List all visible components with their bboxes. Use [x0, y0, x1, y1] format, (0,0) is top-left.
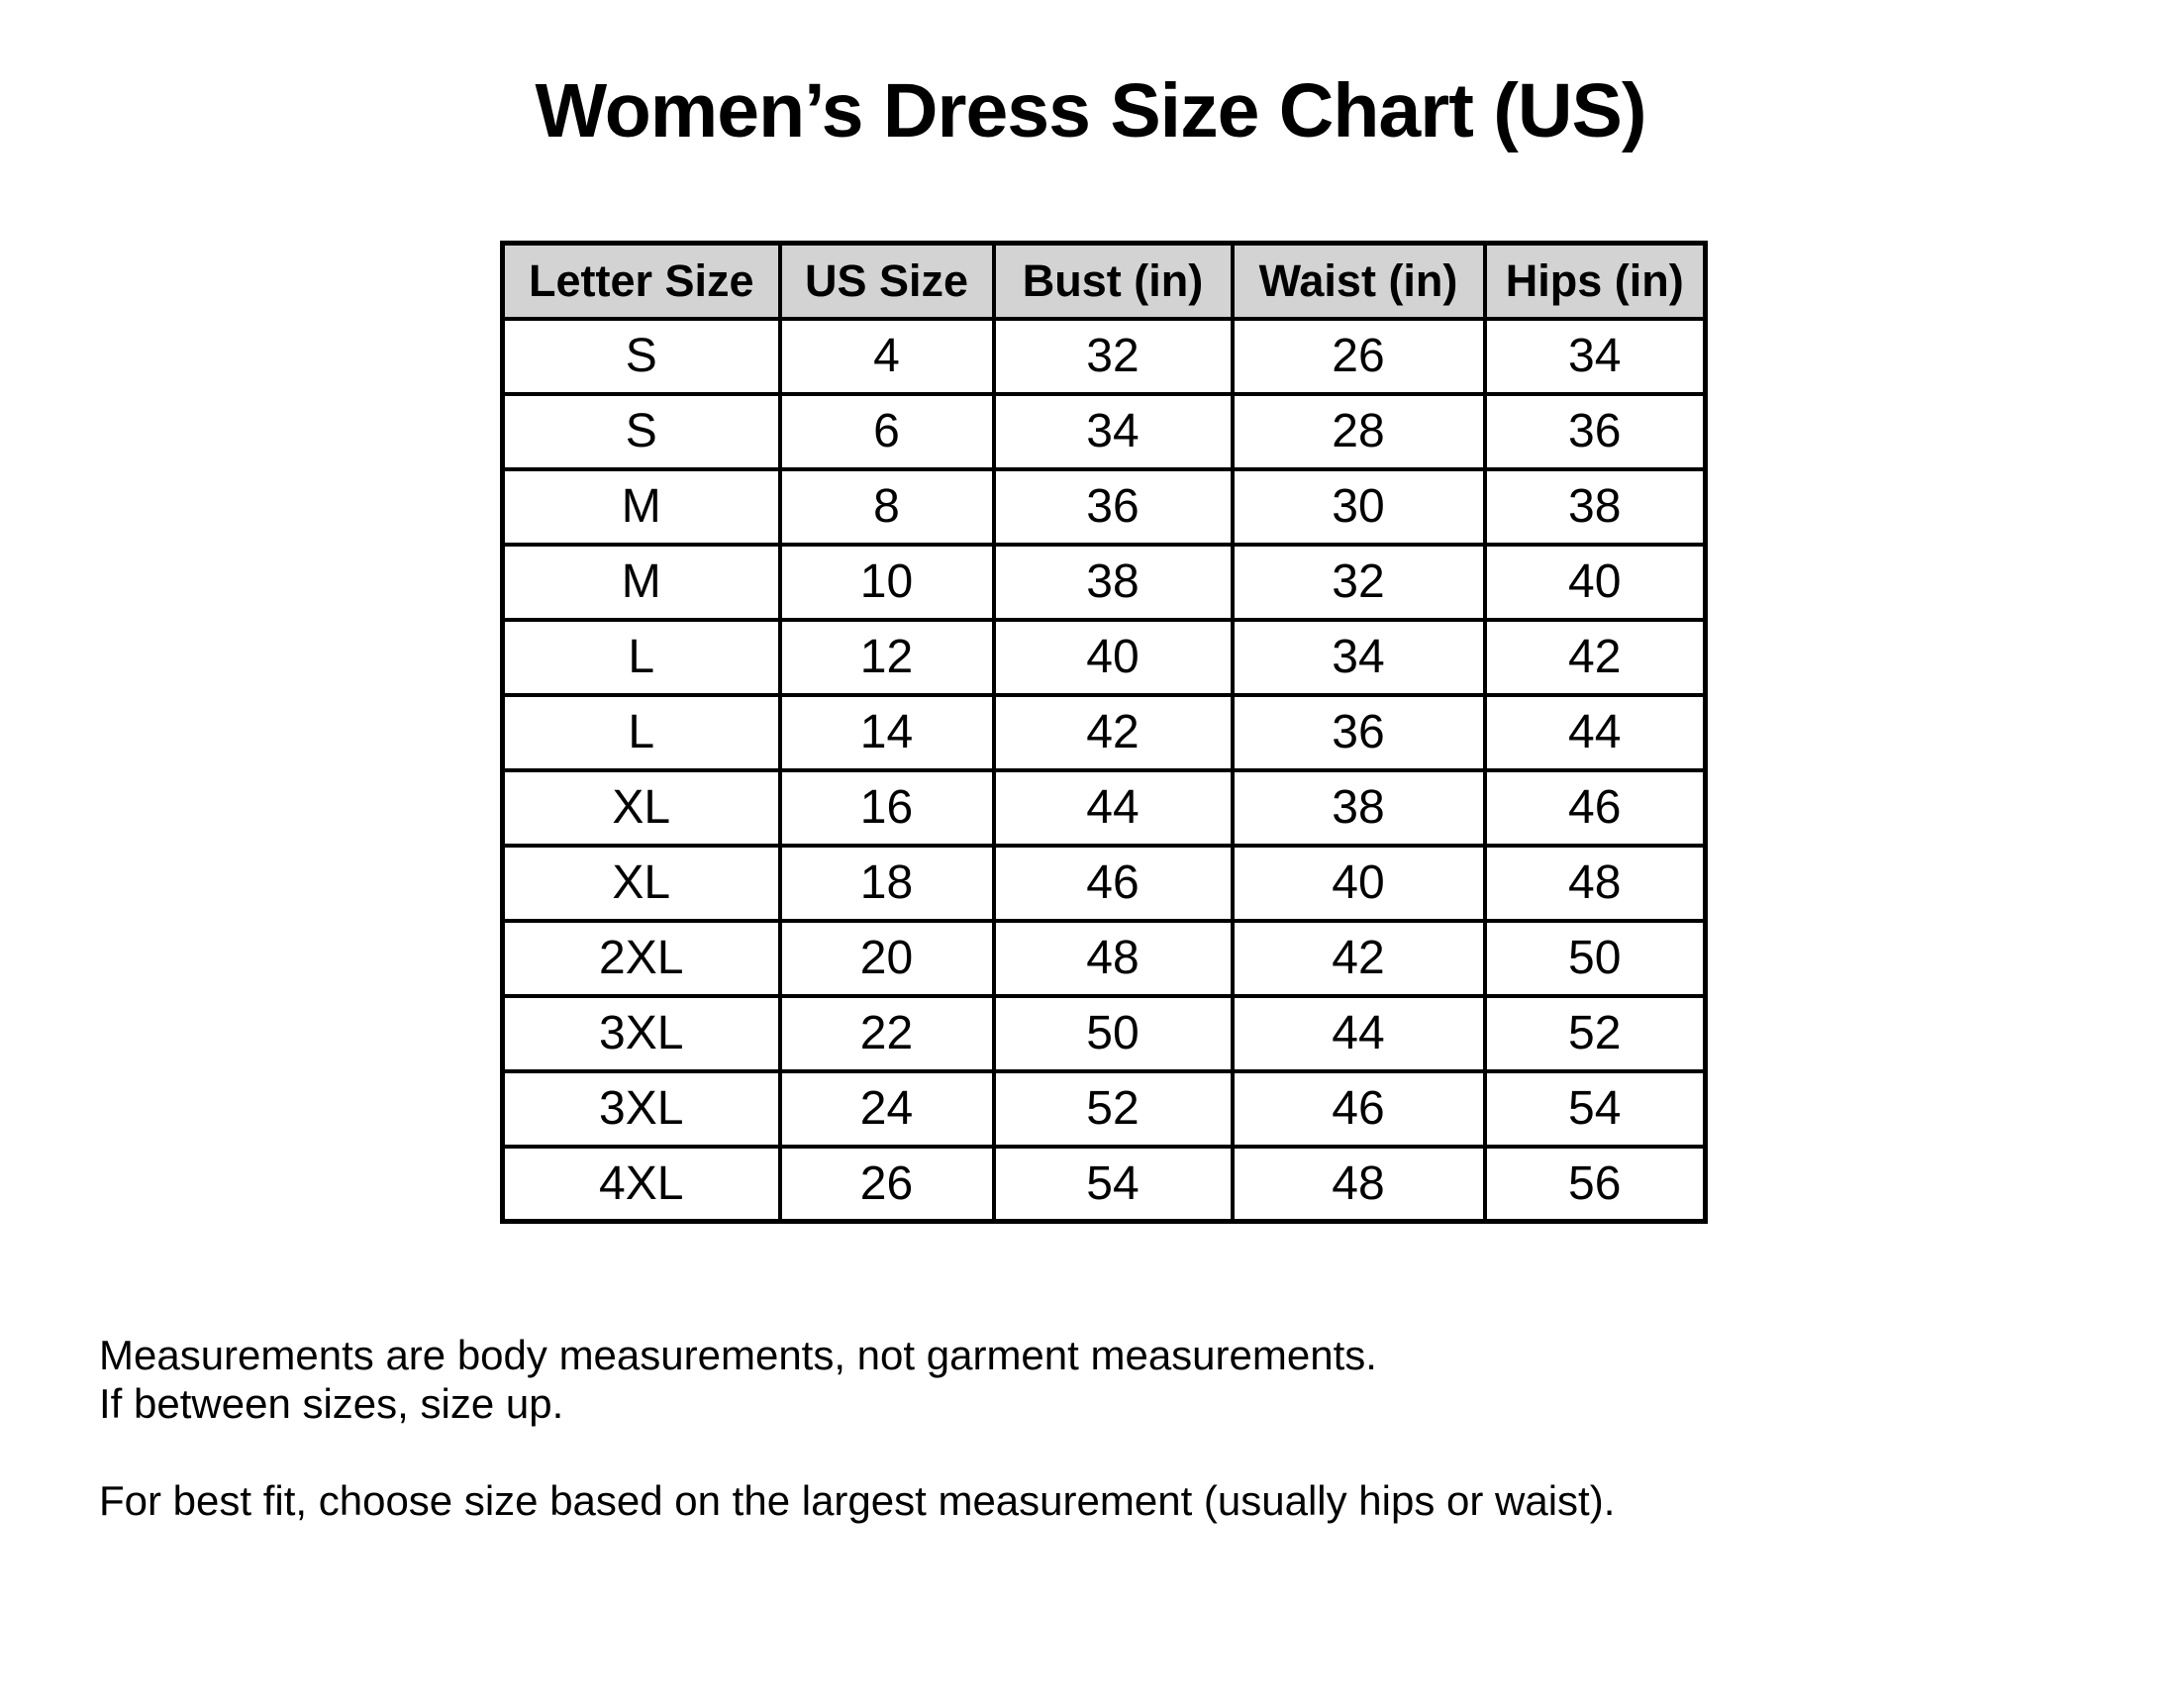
cell-hips: 48 [1485, 846, 1706, 921]
cell-us-size: 22 [780, 996, 994, 1071]
cell-letter-size: 4XL [503, 1147, 780, 1222]
cell-bust: 44 [994, 770, 1233, 846]
cell-bust: 32 [994, 319, 1233, 394]
cell-waist: 28 [1233, 394, 1485, 469]
cell-waist: 40 [1233, 846, 1485, 921]
cell-letter-size: 2XL [503, 921, 780, 996]
cell-hips: 54 [1485, 1071, 1706, 1147]
table-row [503, 469, 1706, 545]
cell-us-size: 18 [780, 846, 994, 921]
cell-waist: 36 [1233, 695, 1485, 770]
cell-waist: 34 [1233, 620, 1485, 695]
cell-bust: 38 [994, 545, 1233, 620]
table-row [503, 620, 1706, 695]
cell-us-size: 6 [780, 394, 994, 469]
cell-bust: 36 [994, 469, 1233, 545]
cell-letter-size: XL [503, 846, 780, 921]
cell-waist: 30 [1233, 469, 1485, 545]
cell-letter-size: S [503, 319, 780, 394]
cell-letter-size: 3XL [503, 1071, 780, 1147]
cell-waist: 38 [1233, 770, 1485, 846]
footer-notes [99, 1331, 2079, 1525]
cell-hips: 36 [1485, 394, 1706, 469]
table-row [503, 846, 1706, 921]
size-chart-table [500, 241, 1708, 1224]
table-row [503, 545, 1706, 620]
cell-letter-size: M [503, 469, 780, 545]
cell-waist: 48 [1233, 1147, 1485, 1222]
header-row [503, 244, 1706, 319]
table-row [503, 770, 1706, 846]
table-row [503, 1147, 1706, 1222]
cell-bust: 46 [994, 846, 1233, 921]
cell-us-size: 10 [780, 545, 994, 620]
table-row [503, 319, 1706, 394]
cell-hips: 52 [1485, 996, 1706, 1071]
cell-us-size: 26 [780, 1147, 994, 1222]
cell-waist: 46 [1233, 1071, 1485, 1147]
cell-hips: 34 [1485, 319, 1706, 394]
column-header-waist: Waist (in) [1233, 244, 1485, 319]
table-row [503, 1071, 1706, 1147]
note-best-fit: For best fit, choose size based on the largest measurement (usually hips or waist). [99, 1477, 1616, 1524]
cell-bust: 34 [994, 394, 1233, 469]
cell-waist: 32 [1233, 545, 1485, 620]
table-row [503, 996, 1706, 1071]
cell-us-size: 8 [780, 469, 994, 545]
cell-letter-size: L [503, 695, 780, 770]
cell-waist: 42 [1233, 921, 1485, 996]
table-row [503, 695, 1706, 770]
cell-us-size: 20 [780, 921, 994, 996]
cell-hips: 42 [1485, 620, 1706, 695]
table-row [503, 921, 1706, 996]
cell-us-size: 24 [780, 1071, 994, 1147]
cell-letter-size: S [503, 394, 780, 469]
cell-bust: 40 [994, 620, 1233, 695]
note-body-measurements: Measurements are body measurements, not garment measurements. [99, 1332, 1377, 1378]
column-header-letter-size: Letter Size [503, 244, 780, 319]
cell-bust: 42 [994, 695, 1233, 770]
cell-us-size: 4 [780, 319, 994, 394]
cell-hips: 46 [1485, 770, 1706, 846]
cell-letter-size: XL [503, 770, 780, 846]
column-header-us-size: US Size [780, 244, 994, 319]
cell-letter-size: L [503, 620, 780, 695]
page-title: Women’s Dress Size Chart (US) [535, 68, 1646, 153]
cell-hips: 50 [1485, 921, 1706, 996]
cell-letter-size: M [503, 545, 780, 620]
cell-us-size: 12 [780, 620, 994, 695]
note-size-up: If between sizes, size up. [99, 1380, 564, 1427]
cell-bust: 52 [994, 1071, 1233, 1147]
cell-letter-size: 3XL [503, 996, 780, 1071]
cell-bust: 48 [994, 921, 1233, 996]
column-header-bust: Bust (in) [994, 244, 1233, 319]
cell-hips: 38 [1485, 469, 1706, 545]
cell-waist: 26 [1233, 319, 1485, 394]
table-row [503, 394, 1706, 469]
cell-hips: 56 [1485, 1147, 1706, 1222]
cell-waist: 44 [1233, 996, 1485, 1071]
cell-hips: 44 [1485, 695, 1706, 770]
column-header-hips: Hips (in) [1485, 244, 1706, 319]
cell-bust: 50 [994, 996, 1233, 1071]
cell-bust: 54 [994, 1147, 1233, 1222]
cell-hips: 40 [1485, 545, 1706, 620]
cell-us-size: 16 [780, 770, 994, 846]
cell-us-size: 14 [780, 695, 994, 770]
